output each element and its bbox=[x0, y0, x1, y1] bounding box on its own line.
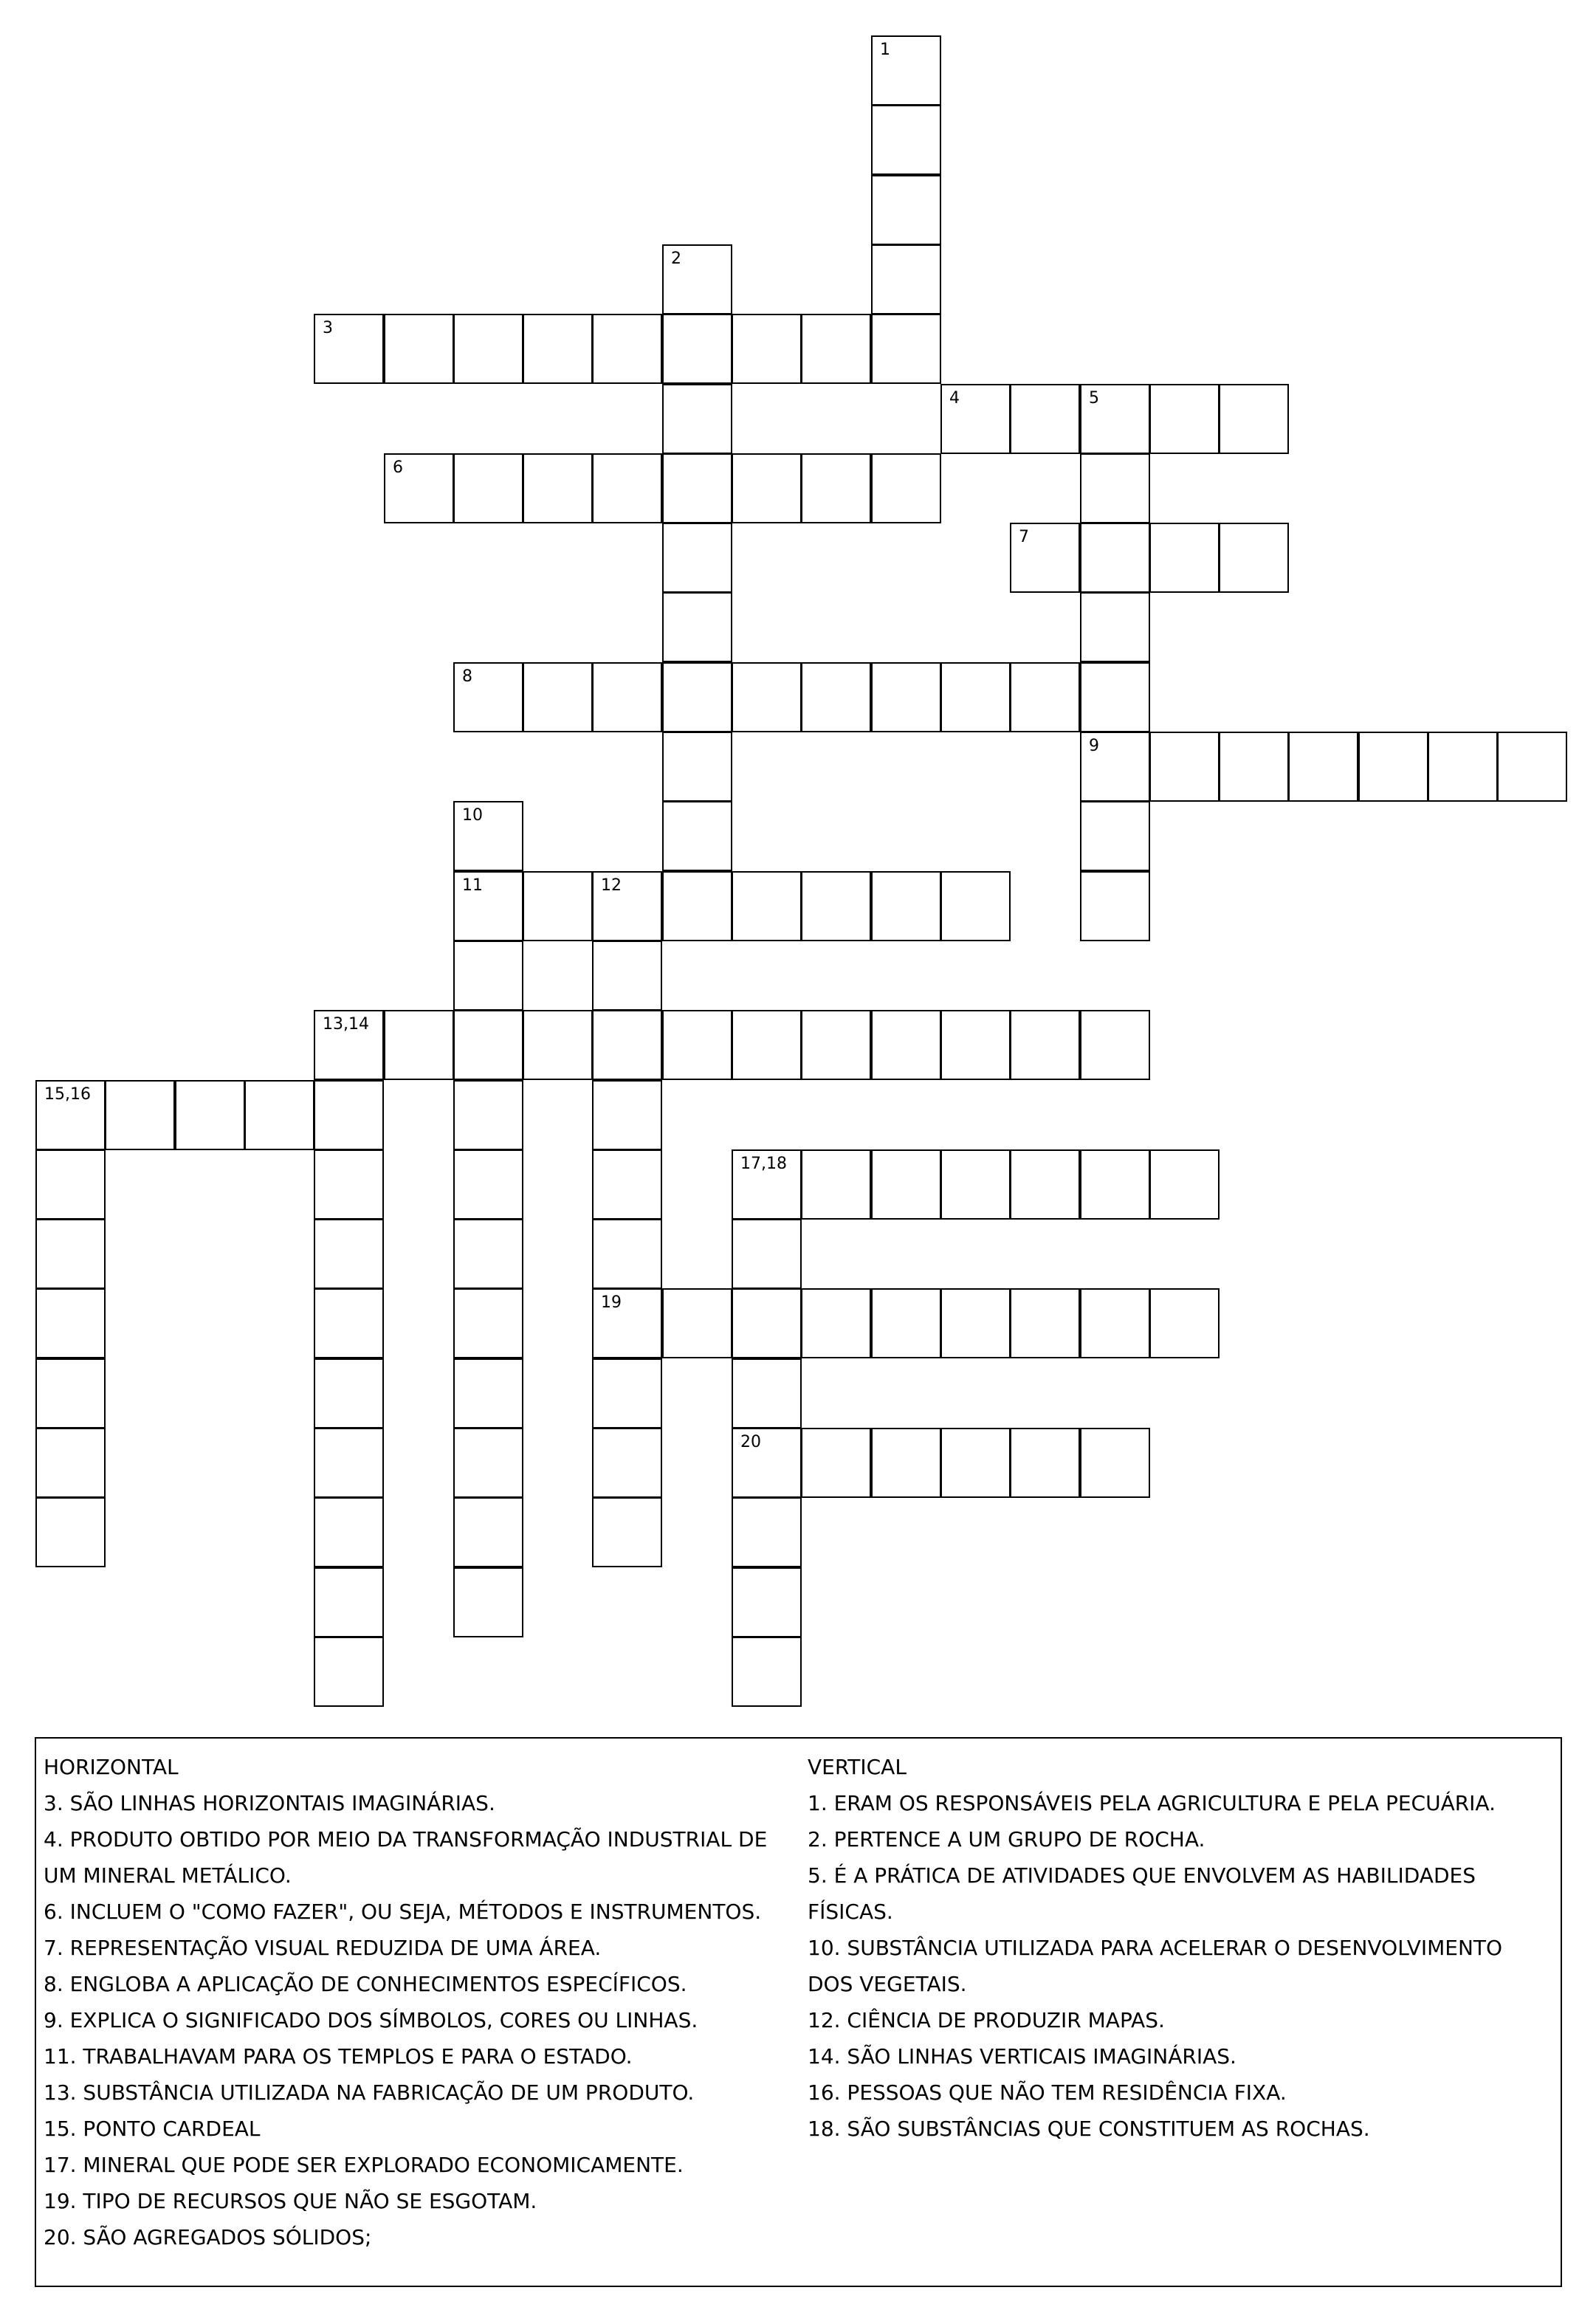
crossword-cell[interactable] bbox=[1149, 384, 1220, 454]
crossword-cell[interactable] bbox=[1497, 732, 1567, 802]
clue-line: 3. SÃO LINHAS HORIZONTAIS IMAGINÁRIAS. bbox=[44, 1791, 495, 1815]
crossword-cell[interactable] bbox=[314, 1010, 384, 1080]
crossword-cell[interactable] bbox=[592, 1219, 662, 1289]
clue-line: 19. TIPO DE RECURSOS QUE NÃO SE ESGOTAM. bbox=[44, 2189, 537, 2213]
crossword-cell[interactable] bbox=[801, 1288, 871, 1358]
crossword-cell[interactable] bbox=[1010, 1149, 1080, 1220]
crossword-cell[interactable] bbox=[453, 1080, 523, 1150]
crossword-cell[interactable] bbox=[662, 453, 732, 523]
crossword-cell[interactable] bbox=[662, 592, 732, 662]
crossword-cell[interactable] bbox=[592, 1497, 662, 1567]
horizontal-title: HORIZONTAL bbox=[44, 1755, 179, 1779]
crossword-cell[interactable] bbox=[732, 662, 802, 732]
crossword-cell[interactable] bbox=[801, 314, 871, 384]
crossword-cell[interactable] bbox=[662, 314, 732, 384]
crossword-cell[interactable] bbox=[940, 1010, 1011, 1080]
crossword-cell[interactable] bbox=[1219, 732, 1289, 802]
clue-line: 11. TRABALHAVAM PARA OS TEMPLOS E PARA O ESTADO. bbox=[44, 2044, 633, 2069]
crossword-cell[interactable] bbox=[35, 1288, 106, 1358]
clue-number: 1 bbox=[880, 41, 890, 59]
vertical-title: VERTICAL bbox=[808, 1755, 907, 1779]
crossword-cell[interactable] bbox=[1080, 732, 1150, 802]
crossword-cell[interactable] bbox=[453, 871, 523, 941]
crossword-cell[interactable] bbox=[453, 1428, 523, 1498]
crossword-cell[interactable] bbox=[1149, 523, 1220, 593]
clue-number: 10 bbox=[462, 806, 483, 825]
crossword-cell[interactable] bbox=[662, 871, 732, 941]
crossword-cell[interactable] bbox=[314, 1358, 384, 1429]
crossword-cell[interactable] bbox=[314, 1567, 384, 1637]
crossword-cell[interactable] bbox=[35, 1428, 106, 1498]
crossword-cell[interactable] bbox=[592, 871, 662, 941]
crossword-cell[interactable] bbox=[662, 1010, 732, 1080]
clue-number: 5 bbox=[1089, 389, 1099, 408]
crossword-cell[interactable] bbox=[871, 105, 941, 175]
clue-line: 4. PRODUTO OBTIDO POR MEIO DA TRANSFORMAÇÃO INDUSTRIAL DE bbox=[44, 1827, 768, 1852]
clue-line: 7. REPRESENTAÇÃO VISUAL REDUZIDA DE UMA ÁREA. bbox=[44, 1936, 602, 1960]
crossword-cell[interactable] bbox=[1010, 523, 1080, 593]
crossword-cell[interactable] bbox=[1149, 1288, 1220, 1358]
clue-number: 6 bbox=[393, 458, 403, 477]
crossword-cell[interactable] bbox=[801, 871, 871, 941]
clue-line: 1. ERAM OS RESPONSÁVEIS PELA AGRICULTURA E PELA PECUÁRIA. bbox=[808, 1791, 1496, 1815]
crossword-cell[interactable] bbox=[732, 1567, 802, 1637]
horizontal-clues bbox=[44, 1749, 797, 2255]
crossword-cell[interactable] bbox=[1010, 384, 1080, 454]
crossword-cell[interactable] bbox=[523, 1010, 593, 1080]
crossword-cell[interactable] bbox=[1080, 523, 1150, 593]
crossword-cell[interactable] bbox=[314, 1149, 384, 1220]
vertical-clues bbox=[808, 1749, 1553, 2147]
clue-number: 2 bbox=[671, 250, 681, 268]
crossword-cell[interactable] bbox=[1080, 592, 1150, 662]
crossword-cell[interactable] bbox=[871, 1428, 941, 1498]
clue-line: 20. SÃO AGREGADOS SÓLIDOS; bbox=[44, 2225, 372, 2249]
crossword-cell[interactable] bbox=[662, 523, 732, 593]
crossword-cell[interactable] bbox=[384, 314, 454, 384]
crossword-cell[interactable] bbox=[871, 175, 941, 245]
crossword-cell[interactable] bbox=[453, 453, 523, 523]
crossword-cell[interactable] bbox=[592, 662, 662, 732]
crossword-cell[interactable] bbox=[523, 871, 593, 941]
crossword-cell[interactable] bbox=[1219, 384, 1289, 454]
crossword-cell[interactable] bbox=[453, 1497, 523, 1567]
crossword-cell[interactable] bbox=[732, 1497, 802, 1567]
crossword-cell[interactable] bbox=[592, 1428, 662, 1498]
crossword-cell[interactable] bbox=[453, 1288, 523, 1358]
clue-line: UM MINERAL METÁLICO. bbox=[44, 1863, 292, 1888]
crossword-cell[interactable] bbox=[453, 1567, 523, 1637]
crossword-cell[interactable] bbox=[871, 1149, 941, 1220]
crossword-cell[interactable] bbox=[35, 1497, 106, 1567]
crossword-cell[interactable] bbox=[35, 1149, 106, 1220]
crossword-cell[interactable] bbox=[871, 35, 941, 106]
crossword-cell[interactable] bbox=[1080, 662, 1150, 732]
crossword-cell[interactable] bbox=[1080, 453, 1150, 523]
crossword-cell[interactable] bbox=[871, 453, 941, 523]
crossword-cell[interactable] bbox=[1080, 801, 1150, 871]
crossword-cell[interactable] bbox=[940, 662, 1011, 732]
crossword-cell[interactable] bbox=[871, 1288, 941, 1358]
clue-line: 14. SÃO LINHAS VERTICAIS IMAGINÁRIAS. bbox=[808, 2044, 1236, 2069]
crossword-cell[interactable] bbox=[871, 871, 941, 941]
crossword-cell[interactable] bbox=[732, 1288, 802, 1358]
crossword-cell[interactable] bbox=[1149, 1149, 1220, 1220]
crossword-cell[interactable] bbox=[662, 384, 732, 454]
clue-number: 11 bbox=[462, 876, 483, 895]
crossword-cell[interactable] bbox=[871, 662, 941, 732]
crossword-cell[interactable] bbox=[384, 1010, 454, 1080]
crossword-cell[interactable] bbox=[592, 314, 662, 384]
crossword-cell[interactable] bbox=[801, 453, 871, 523]
clue-line: 12. CIÊNCIA DE PRODUZIR MAPAS. bbox=[808, 2008, 1165, 2032]
clue-line: 5. É A PRÁTICA DE ATIVIDADES QUE ENVOLVEM AS HABILIDADES bbox=[808, 1863, 1476, 1888]
crossword-cell[interactable] bbox=[940, 384, 1011, 454]
crossword-cell[interactable] bbox=[314, 1497, 384, 1567]
clue-number: 9 bbox=[1089, 737, 1099, 755]
crossword-cell[interactable] bbox=[523, 314, 593, 384]
crossword-cell[interactable] bbox=[732, 1637, 802, 1707]
crossword-cell[interactable] bbox=[801, 1428, 871, 1498]
clue-line: 10. SUBSTÂNCIA UTILIZADA PARA ACELERAR O DESENVOLVIMENTO bbox=[808, 1936, 1503, 1960]
crossword-cell[interactable] bbox=[314, 1080, 384, 1150]
crossword-cell[interactable] bbox=[1288, 732, 1358, 802]
crossword-cell[interactable] bbox=[453, 1010, 523, 1080]
crossword-cell[interactable] bbox=[940, 1149, 1011, 1220]
clue-number: 17,18 bbox=[740, 1155, 787, 1173]
crossword-cell[interactable] bbox=[1010, 1288, 1080, 1358]
clue-line: 15. PONTO CARDEAL bbox=[44, 2117, 261, 2141]
crossword-cell[interactable] bbox=[1080, 1149, 1150, 1220]
crossword-cell[interactable] bbox=[592, 453, 662, 523]
clue-number: 19 bbox=[601, 1293, 622, 1312]
clue-line: 16. PESSOAS QUE NÃO TEM RESIDÊNCIA FIXA. bbox=[808, 2080, 1287, 2105]
crossword-cell[interactable] bbox=[1219, 523, 1289, 593]
crossword-cell[interactable] bbox=[453, 314, 523, 384]
crossword-cell[interactable] bbox=[940, 1288, 1011, 1358]
clue-number: 15,16 bbox=[44, 1085, 91, 1104]
clue-number: 7 bbox=[1019, 528, 1029, 546]
crossword-cell[interactable] bbox=[1080, 384, 1150, 454]
crossword-cell[interactable] bbox=[732, 871, 802, 941]
crossword-cell[interactable] bbox=[732, 1219, 802, 1289]
clue-number: 13,14 bbox=[323, 1015, 369, 1034]
crossword-cell[interactable] bbox=[1080, 1010, 1150, 1080]
crossword-cell[interactable] bbox=[384, 453, 454, 523]
crossword-cell[interactable] bbox=[732, 314, 802, 384]
crossword-cell[interactable] bbox=[1010, 1010, 1080, 1080]
crossword-cell[interactable] bbox=[1080, 1288, 1150, 1358]
crossword-cell[interactable] bbox=[1428, 732, 1498, 802]
clue-line: 6. INCLUEM O "COMO FAZER", OU SEJA, MÉTODOS E INSTRUMENTOS. bbox=[44, 1900, 762, 1924]
crossword-cell[interactable] bbox=[35, 1358, 106, 1429]
clue-line: 8. ENGLOBA A APLICAÇÃO DE CONHECIMENTOS ESPECÍFICOS. bbox=[44, 1972, 687, 1996]
crossword-cell[interactable] bbox=[871, 1010, 941, 1080]
crossword-cell[interactable] bbox=[1080, 871, 1150, 941]
crossword-cell[interactable] bbox=[592, 1358, 662, 1429]
crossword-cell[interactable] bbox=[1080, 1428, 1150, 1498]
crossword-cell[interactable] bbox=[314, 314, 384, 384]
crossword-cell[interactable] bbox=[801, 662, 871, 732]
crossword-cell[interactable] bbox=[732, 453, 802, 523]
crossword-cell[interactable] bbox=[732, 1428, 802, 1498]
crossword-cell[interactable] bbox=[1010, 1428, 1080, 1498]
clue-number: 20 bbox=[740, 1433, 761, 1451]
crossword-cell[interactable] bbox=[732, 1149, 802, 1220]
clues-box bbox=[35, 1737, 1562, 2287]
clue-number: 12 bbox=[601, 876, 622, 895]
crossword-cell[interactable] bbox=[453, 941, 523, 1011]
crossword-cell[interactable] bbox=[1149, 732, 1220, 802]
crossword-cell[interactable] bbox=[662, 1288, 732, 1358]
crossword-cell[interactable] bbox=[105, 1080, 175, 1150]
crossword-cell[interactable] bbox=[940, 1428, 1011, 1498]
crossword-cell[interactable] bbox=[592, 1149, 662, 1220]
crossword-cell[interactable] bbox=[523, 453, 593, 523]
crossword-cell[interactable] bbox=[871, 314, 941, 384]
crossword-cell[interactable] bbox=[244, 1080, 314, 1150]
crossword-cell[interactable] bbox=[662, 801, 732, 871]
crossword-cell[interactable] bbox=[35, 1219, 106, 1289]
crossword-cell[interactable] bbox=[592, 1080, 662, 1150]
clue-line: 18. SÃO SUBSTÂNCIAS QUE CONSTITUEM AS ROCHAS. bbox=[808, 2117, 1370, 2141]
crossword-cell[interactable] bbox=[453, 1219, 523, 1289]
crossword-cell[interactable] bbox=[940, 871, 1011, 941]
clue-line: 17. MINERAL QUE PODE SER EXPLORADO ECONOMICAMENTE. bbox=[44, 2153, 684, 2177]
crossword-cell[interactable] bbox=[1010, 662, 1080, 732]
clue-line: FÍSICAS. bbox=[808, 1900, 893, 1924]
crossword-cell[interactable] bbox=[175, 1080, 245, 1150]
crossword-cell[interactable] bbox=[592, 1010, 662, 1080]
crossword-cell[interactable] bbox=[453, 801, 523, 871]
clue-number: 3 bbox=[323, 319, 333, 337]
crossword-cell[interactable] bbox=[662, 732, 732, 802]
crossword-cell[interactable] bbox=[35, 1080, 106, 1150]
crossword-cell[interactable] bbox=[801, 1149, 871, 1220]
crossword-cell[interactable] bbox=[592, 1288, 662, 1358]
clue-number: 4 bbox=[949, 389, 960, 408]
clue-number: 8 bbox=[462, 667, 472, 686]
clue-line: 9. EXPLICA O SIGNIFICADO DOS SÍMBOLOS, CORES OU LINHAS. bbox=[44, 2008, 698, 2032]
crossword-cell[interactable] bbox=[314, 1288, 384, 1358]
crossword-cell[interactable] bbox=[523, 662, 593, 732]
clue-line: DOS VEGETAIS. bbox=[808, 1972, 967, 1996]
crossword-cell[interactable] bbox=[453, 1149, 523, 1220]
clue-line: 2. PERTENCE A UM GRUPO DE ROCHA. bbox=[808, 1827, 1205, 1852]
crossword-cell[interactable] bbox=[801, 1010, 871, 1080]
crossword-cell[interactable] bbox=[662, 244, 732, 314]
crossword-cell[interactable] bbox=[314, 1219, 384, 1289]
crossword-cell[interactable] bbox=[453, 1358, 523, 1429]
crossword-cell[interactable] bbox=[871, 244, 941, 314]
crossword-cell[interactable] bbox=[314, 1637, 384, 1707]
crossword-cell[interactable] bbox=[662, 662, 732, 732]
clue-line: 13. SUBSTÂNCIA UTILIZADA NA FABRICAÇÃO DE UM PRODUTO. bbox=[44, 2080, 695, 2105]
crossword-cell[interactable] bbox=[592, 941, 662, 1011]
crossword-cell[interactable] bbox=[314, 1428, 384, 1498]
crossword-cell[interactable] bbox=[453, 662, 523, 732]
crossword-cell[interactable] bbox=[732, 1010, 802, 1080]
crossword-cell[interactable] bbox=[1358, 732, 1428, 802]
crossword-cell[interactable] bbox=[732, 1358, 802, 1429]
